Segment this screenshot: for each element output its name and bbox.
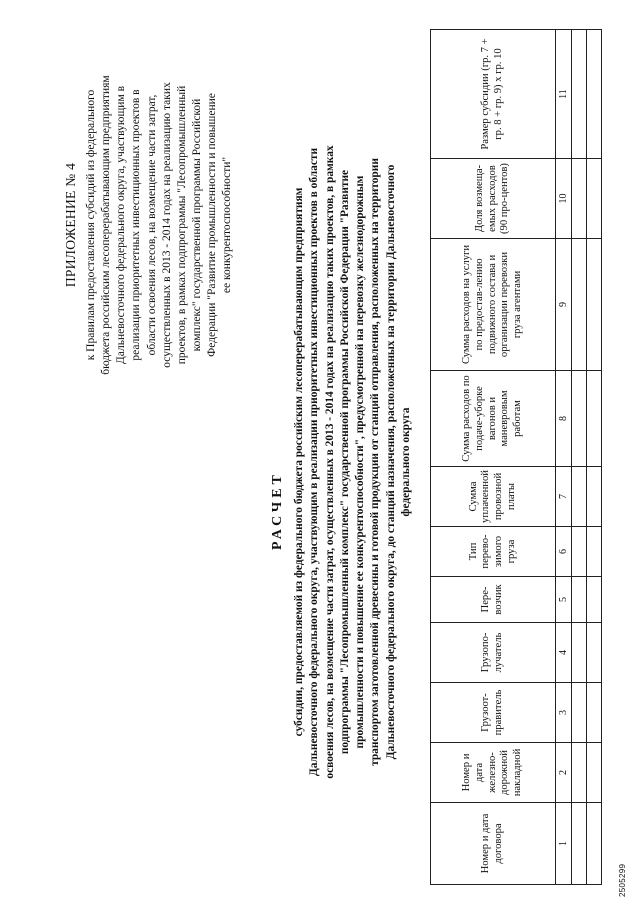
table-row (587, 30, 602, 885)
appendix-line: к Правилам предоставления субсидий из федерального (84, 89, 97, 361)
column-number: 6 (556, 527, 572, 577)
appendix-line: проектов, в рамках подпрограммы "Лесопромышленный (175, 85, 188, 365)
table-cell (572, 467, 587, 527)
column-header: Грузоот-правитель (431, 683, 556, 743)
column-header: Сумма расходов по подаче-уборке вагонов и маневровым работам (431, 371, 556, 467)
column-number: 5 (556, 577, 572, 623)
table-row (572, 30, 587, 885)
table-cell (572, 527, 587, 577)
table-cell (587, 239, 602, 371)
column-number: 8 (556, 371, 572, 467)
column-header: Номер и дата железно-дорожной накладной (431, 743, 556, 803)
column-header: Грузопо-лучатель (431, 623, 556, 683)
column-header: Пере-возчик (431, 577, 556, 623)
column-number: 3 (556, 683, 572, 743)
appendix-line: комплекс" государственной программы Российской (191, 98, 204, 352)
table-cell (572, 743, 587, 803)
column-header: Сумма расходов на услуги по предостав-лению подвижного состава и организации перевозки груза агентами (431, 239, 556, 371)
column-number: 11 (556, 30, 572, 159)
column-header: Сумма уплаченной провозной платы (431, 467, 556, 527)
appendix-line: ее конкурентоспособности" (221, 156, 234, 294)
appendix-title: ПРИЛОЖЕНИЕ № 4 (63, 162, 78, 288)
appendix-line: осуществленных в 2013 - 2014 годах на реализацию таких (160, 82, 173, 368)
table-cell (587, 527, 602, 577)
subtitle-line: Дальневосточного федерального округа, до станций назначения, расположенных на территории Дальневосточного (384, 164, 397, 760)
column-number: 4 (556, 623, 572, 683)
table-cell (572, 683, 587, 743)
table-cell (587, 743, 602, 803)
table-cell (587, 371, 602, 467)
table-cell (587, 159, 602, 239)
table-cell (572, 159, 587, 239)
subtitle-line: субсидии, предоставляемой из федерального бюджета российским лесоперерабатывающим предприятиям (293, 187, 305, 737)
column-number: 2 (556, 743, 572, 803)
subtitle-line: промышленности и повышение ее конкурентоспособности", предусмотренной на перевозку железнодорожным (354, 175, 367, 749)
column-number: 10 (556, 159, 572, 239)
column-number-row (556, 30, 572, 885)
table-cell (572, 371, 587, 467)
table-cell (587, 803, 602, 885)
table-cell (572, 239, 587, 371)
table-cell (572, 577, 587, 623)
table-cell (587, 623, 602, 683)
document-heading: РАСЧЕТ (270, 471, 285, 550)
column-header: Тип перево-зимого груза (431, 527, 556, 577)
calculation-table (430, 29, 602, 885)
table-header-row (431, 30, 556, 885)
column-header: Номер и дата договора (431, 803, 556, 885)
appendix-line: области освоения лесов, на возмещение части затрат, (145, 94, 158, 356)
table-cell (572, 30, 587, 159)
column-number: 9 (556, 239, 572, 371)
subtitle-line: подпрограммы "Лесопромышленный комплекс" государственной программы Российской Федерации "Развитие (338, 169, 351, 755)
column-number: 1 (556, 803, 572, 885)
document-subtitle (292, 67, 414, 857)
table-cell (587, 30, 602, 159)
appendix-line: реализации приоритетных инвестиционных проектов в (130, 89, 143, 361)
table-cell (572, 803, 587, 885)
appendix-block (62, 75, 236, 375)
appendix-line: Дальневосточного федерального округа, участвующим в (115, 85, 128, 365)
column-header: Размер субсидии (гр. 7 + гр. 8 + гр. 9) x гр. 10 (431, 30, 556, 159)
subtitle-line: федерального округа (399, 407, 412, 517)
table-cell (587, 577, 602, 623)
subtitle-line: освоения лесов, на возмещение части затрат, осуществленных в 2013 - 2014 годах на реализацию таких проектов, в рамках (323, 145, 336, 779)
appendix-line: бюджета российским лесоперерабатывающим предприятиям (99, 75, 112, 375)
table-cell (587, 467, 602, 527)
table-cell (587, 683, 602, 743)
column-number: 7 (556, 467, 572, 527)
column-header: Доля возмеща-емых расходов (90 про-центов) (431, 159, 556, 239)
document-serial-number: 2505299 (618, 863, 627, 897)
table-cell (572, 623, 587, 683)
subtitle-line: транспортом заготовленной древесины и готовой продукции от станций отправления, расположенных на территории (369, 158, 382, 766)
subtitle-line: Дальневосточного федерального округа, участвующим в реализации приоритетных инвестиционных проектов в области (308, 147, 321, 777)
appendix-line: Федерации "Развитие промышленности и повышение (206, 93, 219, 357)
